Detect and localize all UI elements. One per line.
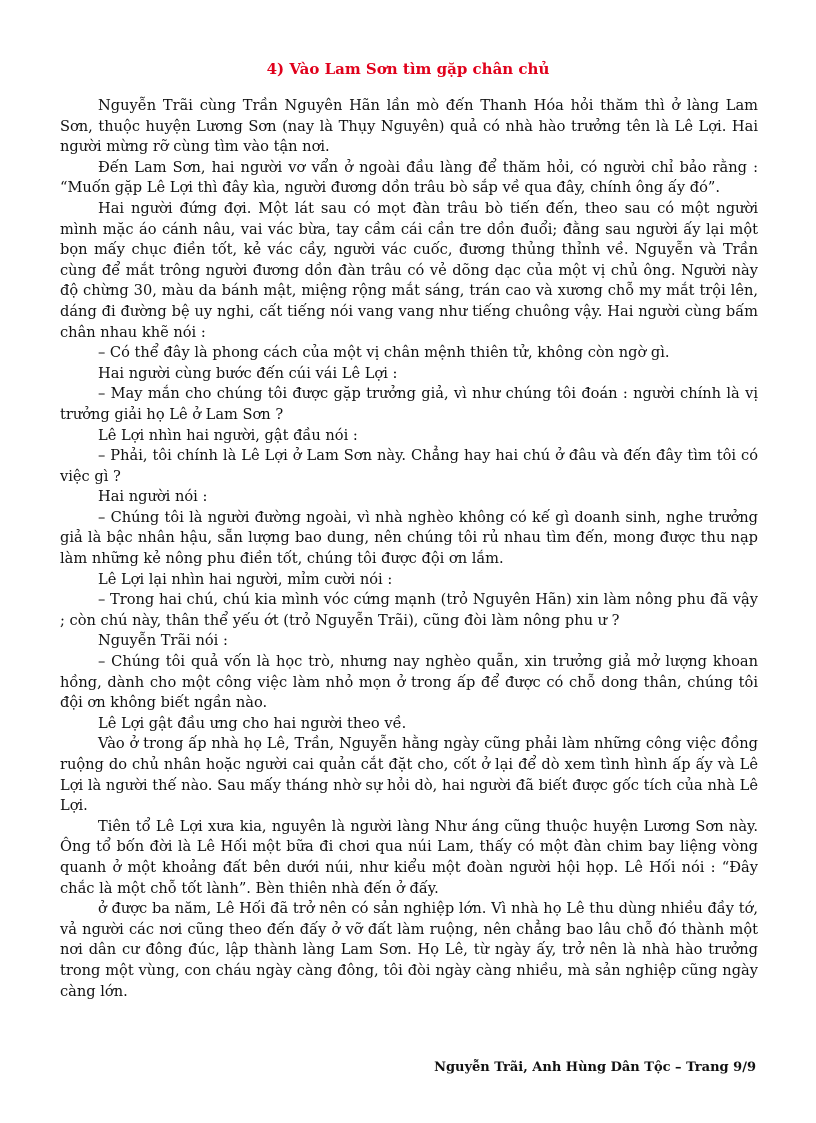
paragraph: Vào ở trong ấp nhà họ Lê, Trần, Nguyễn hằng ngày cũng phải làm những công việc đồng ruộng do chủ nhân hoặc người cai quản cắt đặt cho, cốt ở lại để dò xem tình hình ấp ấy và Lê Lợi là người thế nào. Sau mấy tháng nhờ sự hỏi dò, hai người đã biết được gốc tích của nhà Lê Lợi. <box>60 735 758 815</box>
paragraph: – May mắn cho chúng tôi được gặp trưởng giả, vì như chúng tôi đoán : người chính là vị trưởng giải họ Lê ở Lam Sơn ? <box>60 385 758 423</box>
paragraph: Nguyễn Trãi cùng Trần Nguyên Hãn lần mò đến Thanh Hóa hỏi thăm thì ở làng Lam Sơn, thuộc huyện Lương Sơn (nay là Thụy Nguyên) quả có nhà hào trưởng tên là Lê Lợi. Hai người mừng rỡ cùng tìm vào tận nơi. <box>60 97 758 156</box>
paragraph: – Chúng tôi quả vốn là học trò, nhưng nay nghèo quẫn, xin trưởng giả mở lượng khoan hồng, dành cho một công việc làm nhỏ mọn ở trong ấp để được có chỗ dong thân, chúng tôi đội ơn không biết ngần nào. <box>60 653 758 712</box>
paragraph: – Trong hai chú, chú kia mình vóc cứng mạnh (trỏ Nguyên Hãn) xin làm nông phu đã vậy ; còn chú này, thân thể yếu ớt (trỏ Nguyễn Trãi), cũng đòi làm nông phu ư ? <box>60 591 758 629</box>
paragraph: – Có thể đây là phong cách của một vị chân mệnh thiên tử, không còn ngờ gì. <box>98 344 670 362</box>
paragraph: Lê Lợi nhìn hai người, gật đầu nói : <box>98 426 358 444</box>
page-footer: Nguyễn Trãi, Anh Hùng Dân Tộc – Trang 9/9 <box>434 1060 756 1075</box>
paragraph: – Chúng tôi là người đường ngoài, vì nhà nghèo không có kế gì doanh sinh, nghe trưởng giả là bậc nhân hậu, sẵn lượng bao dung, nên chúng tôi rủ nhau tìm đến, mong được thu nạp làm những kẻ nông phu điền tốt, chúng tôi được đội ơn lắm. <box>60 508 758 568</box>
paragraph: ở được ba năm, Lê Hối đã trở nên có sản nghiệp lớn. Vì nhà họ Lê thu dùng nhiều đầy tớ, vả người các nơi cũng theo đến đấy ở vỡ đất làm ruộng, nên chẳng bao lâu chỗ đó thành một nơi dân cư đông đúc, lập thành làng Lam Sơn. Họ Lê, từ ngày ấy, trở nên là nhà hào trưởng trong một vùng, con cháu ngày càng đông, tôi đòi ngày càng nhiều, mà sản nghiệp cũng ngày càng lớn. <box>60 900 758 1000</box>
paragraph: Nguyễn Trãi nói : <box>98 632 228 650</box>
paragraph: Lê Lợi gật đầu ưng cho hai người theo về. <box>98 714 407 732</box>
paragraph: Hai người nói : <box>98 488 208 506</box>
paragraph: Hai người cùng bước đến cúi vái Lê Lợi : <box>98 364 398 382</box>
paragraph: – Phải, tôi chính là Lê Lợi ở Lam Sơn này. Chẳng hay hai chú ở đâu và đến đây tìm tôi có việc gì ? <box>60 447 758 485</box>
paragraph: Đến Lam Sơn, hai người vơ vẩn ở ngoài đầu làng để thăm hỏi, có người chỉ bảo rằng : “Muốn gặp Lê Lợi thì đây kìa, người đương dồn trâu bò sắp về qua đây, chính ông ấy đó”. <box>60 158 758 197</box>
body-text <box>60 96 758 1002</box>
paragraph: Tiên tổ Lê Lợi xưa kia, nguyên là người làng Như áng cũng thuộc huyện Lương Sơn này. Ông tổ bốn đời là Lê Hối một bữa đi chơi qua núi Lam, thấy có một đàn chim bay liệng vòng quanh ở một khoảng đất bên dưới núi, như kiểu một đoàn người hội họp. Lê Hối nói : “Đây chắc là một chỗ tốt lành”. Bèn thiên nhà đến ở đấy. <box>60 817 758 897</box>
section-title: 4) Vào Lam Sơn tìm gặp chân chủ <box>266 60 550 78</box>
paragraph: Hai người đứng đợi. Một lát sau có mọt đàn trâu bò tiến đến, theo sau có một người mình mặc áo cánh nâu, vai vác bừa, tay cầm cái cần tre dồn đuổi; đằng sau người ấy lại một bọn mấy chục điền tốt, kẻ vác cầy, người vác cuốc, đương thủng thỉnh về. Nguyễn và Trần cùng để mắt trông người đương dồn đàn trâu có vẻ dõng dạc của một vị chủ ông. Người này độ chừng 30, màu da bánh mật, miệng rộng mắt sáng, trán cao và xương chỗ my mắt trội lên, dáng đi đường bệ uy nghi, cất tiếng nói vang vang như tiếng chuông vậy. Hai người cùng bấm chân nhau khẽ nói : <box>60 199 758 341</box>
paragraph: Lê Lợi lại nhìn hai người, mỉm cười nói : <box>98 570 393 588</box>
